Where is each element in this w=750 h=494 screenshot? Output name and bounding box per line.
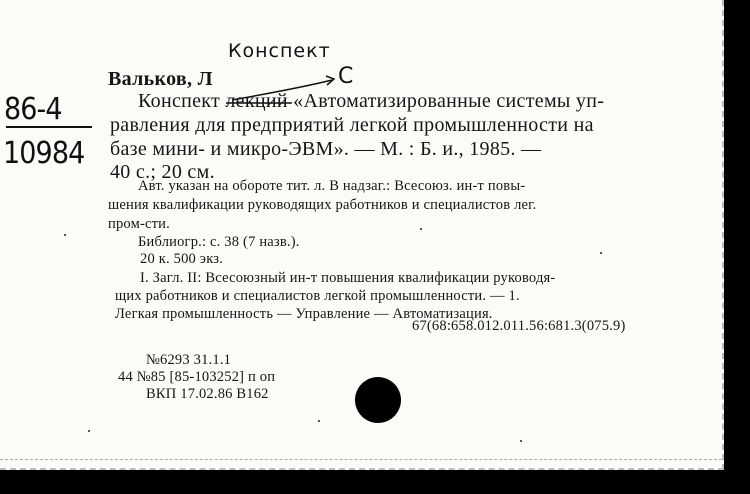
registry-line-3: ВКП 17.02.86 В162 bbox=[146, 386, 269, 402]
classification-index: 67(68:658.012.011.56:681.3(075.9) bbox=[412, 318, 626, 334]
heading-line-1: I. Загл. II: Всесоюзный ин-т повышения квалификации руководя- bbox=[140, 270, 556, 286]
note-line-3: пром-сти. bbox=[108, 216, 170, 232]
handwritten-note: Конспект bbox=[228, 40, 331, 62]
bibliography-note: Библиогр.: с. 38 (7 назв.). bbox=[138, 234, 300, 250]
title-line-3: базе мини- и микро-ЭВМ». — М. : Б. и., 1985. — bbox=[110, 138, 542, 160]
registry-line-1: №6293 31.1.1 bbox=[146, 352, 232, 368]
author-heading: Вальков, Л bbox=[108, 68, 213, 90]
note-line-2: шения квалификации руководящих работников и специалистов лег. bbox=[108, 197, 537, 213]
scan-speck bbox=[88, 430, 90, 432]
card-punch-hole bbox=[355, 377, 401, 423]
title-line-4: 40 с.; 20 см. bbox=[110, 161, 215, 183]
scan-speck bbox=[64, 234, 66, 236]
note-line-1: Авт. указан на обороте тит. л. В надзаг.: Всесоюз. ин-т повы- bbox=[138, 178, 526, 194]
registry-line-2: 44 №85 [85-103252] п оп bbox=[118, 369, 276, 385]
price-and-print-run: 20 к. 500 экз. bbox=[140, 251, 224, 267]
scan-speck bbox=[318, 420, 320, 422]
scan-speck bbox=[520, 440, 522, 442]
handwritten-correction-letter: С bbox=[338, 64, 354, 89]
heading-line-2: щих работников и специалистов легкой промышленности. — 1. bbox=[115, 288, 520, 304]
shelf-mark-line1: 86-4 bbox=[4, 92, 62, 127]
heading-line-3: Легкая промышленность — Управление — Автоматизация. bbox=[115, 306, 493, 322]
title-line-1: Конспект лекций «Автоматизированные системы уп- bbox=[138, 90, 605, 112]
scan-speck bbox=[600, 252, 602, 254]
card-bottom-edge bbox=[0, 459, 722, 460]
title-line-2: равления для предприятий легкой промышленности на bbox=[110, 114, 594, 136]
scan-speck bbox=[420, 228, 422, 230]
shelf-mark-line2: 10984 bbox=[3, 136, 85, 171]
